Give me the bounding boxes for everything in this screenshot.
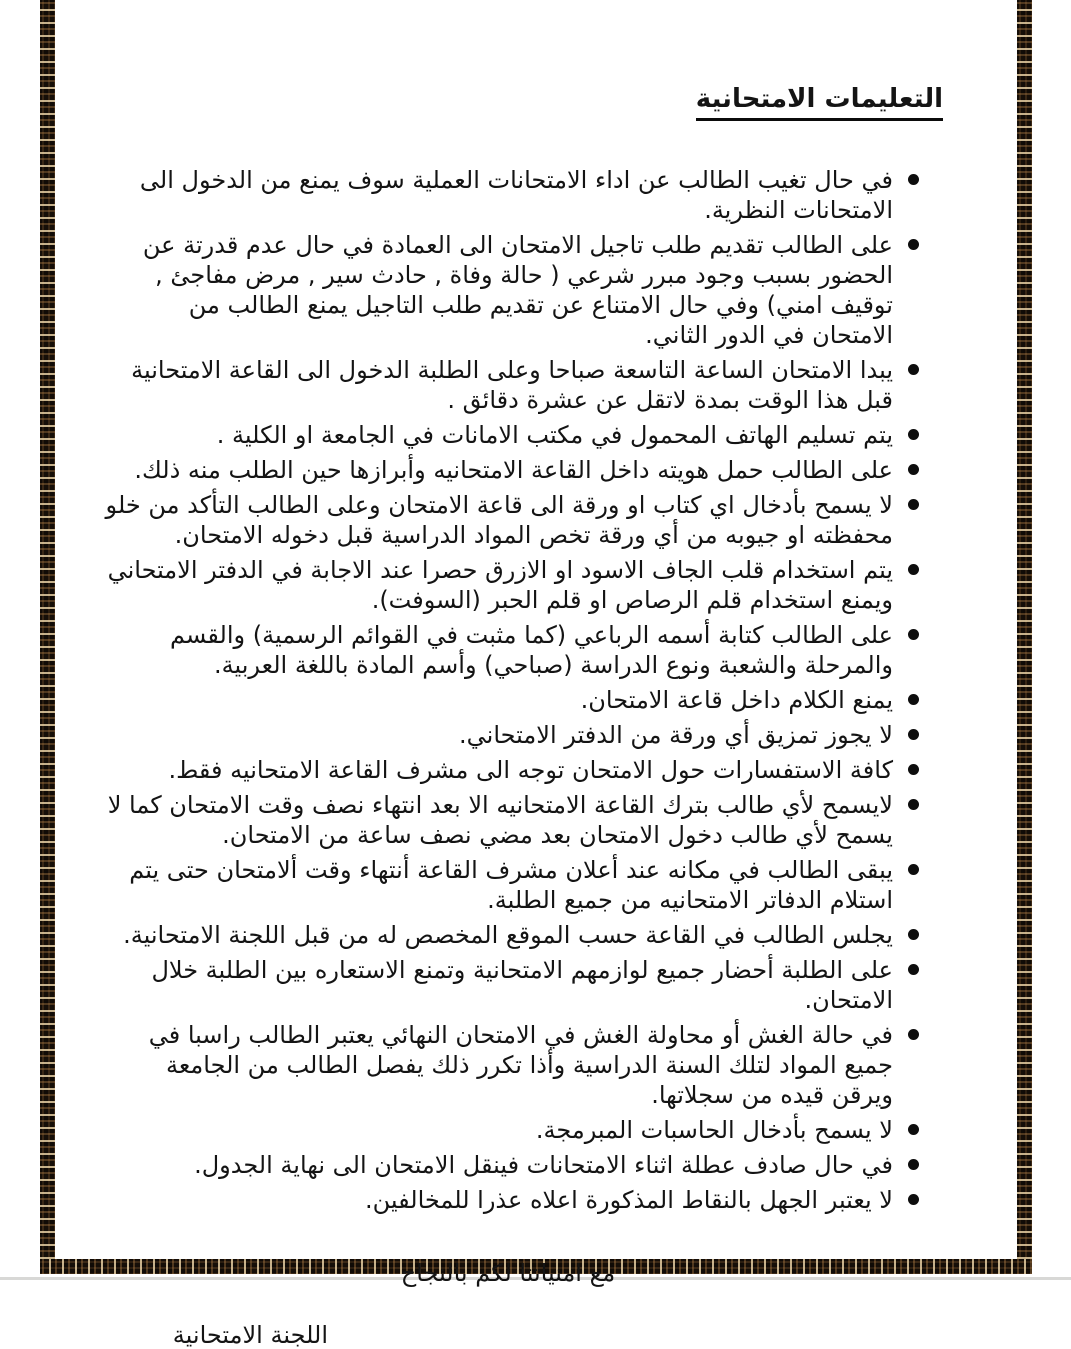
instruction-item: [105, 955, 893, 1015]
instruction-item: [105, 720, 893, 750]
instruction-text: لا يجوز تمزيق أي ورقة من الدفتر الامتحاني.: [459, 721, 893, 749]
bullet-icon: [908, 964, 919, 975]
bullet-icon: [908, 764, 919, 775]
instruction-item: [105, 555, 893, 615]
page-title: التعليمات الامتحانية: [696, 84, 943, 121]
instruction-text: كافة الاستفسارات حول الامتحان توجه الى مشرف القاعة الامتحانيه فقط.: [168, 756, 893, 784]
instruction-text: يبدا الامتحان الساعة التاسعة صباحا وعلى الطلبة الدخول الى القاعة الامتحانية قبل هذا الوقت بمدة لاتقل عن عشرة دقائق .: [131, 356, 893, 414]
bullet-icon: [908, 929, 919, 940]
bullet-icon: [908, 364, 919, 375]
document-content: [55, 0, 1017, 1349]
instruction-text: يتم تسليم الهاتف المحمول في مكتب الامانات في الجامعة او الكلية .: [216, 421, 893, 449]
instruction-text: في حال صادف عطلة اثناء الامتحانات فينقل الامتحان الى نهاية الجدول.: [194, 1151, 893, 1179]
bullet-icon: [908, 629, 919, 640]
instruction-text: لا يعتبر الجهل بالنقاط المذكورة اعلاه عذرا للمخالفين.: [364, 1186, 893, 1214]
instruction-item: [105, 1185, 893, 1215]
bullet-icon: [908, 864, 919, 875]
instruction-item: [105, 1115, 893, 1145]
instruction-item: [105, 1150, 893, 1180]
instruction-item: [105, 165, 893, 225]
committee-signature: اللجنة الامتحانية: [172, 1321, 328, 1349]
instruction-item: [105, 355, 893, 415]
bullet-icon: [908, 1194, 919, 1205]
instruction-text: يتم استخدام قلب الجاف الاسود او الازرق حصرا عند الاجابة في الدفتر الامتحاني ويمنع استخدام قلم الرصاص او قلم الحبر (السوفت).: [107, 556, 893, 614]
title-row: [55, 84, 943, 121]
instruction-text: في حالة الغش أو محاولة الغش في الامتحان النهائي يعتبر الطالب راسبا في جميع المواد لتلك السنة الدراسية وأذا تكرر ذلك يفصل الطالب من الجامعة ويرقن قيده من سجلاتها.: [148, 1021, 893, 1109]
instruction-item: [105, 490, 893, 550]
instruction-text: لا يسمح بأدخال الحاسبات المبرمجة.: [535, 1116, 893, 1144]
bullet-icon: [908, 564, 919, 575]
bullet-icon: [908, 239, 919, 250]
bullet-icon: [908, 429, 919, 440]
instruction-text: لا يسمح بأدخال اي كتاب او ورقة الى قاعة الامتحان وعلى الطالب التأكد من خلو محفظته او جيوبه من أي ورقة تخص المواد الدراسية قبل دخوله الامتحان.: [105, 491, 893, 549]
instructions-list: [105, 165, 893, 1215]
bullet-icon: [908, 799, 919, 810]
bullet-icon: [908, 1124, 919, 1135]
bullet-icon: [908, 464, 919, 475]
instruction-text: في حال تغيب الطالب عن اداء الامتحانات العملية سوف يمنع من الدخول الى الامتحانات النظرية.: [139, 166, 893, 224]
instruction-text: يجلس الطالب في القاعة حسب الموقع المخصص له من قبل اللجنة الامتحانية.: [123, 921, 893, 949]
instruction-item: [105, 855, 893, 915]
instruction-item: [105, 755, 893, 785]
instruction-text: على الطلبة أحضار جميع لوازمهم الامتحانية وتمنع الاستعاره بين الطلبة خلال الامتحان.: [151, 956, 893, 1014]
instruction-item: [105, 1020, 893, 1110]
bullet-icon: [908, 694, 919, 705]
bullet-icon: [908, 499, 919, 510]
ornamental-border-right: [1017, 0, 1032, 1274]
instruction-item: [105, 420, 893, 450]
bullet-icon: [908, 1029, 919, 1040]
instruction-item: [105, 455, 893, 485]
bullet-icon: [908, 729, 919, 740]
instruction-item: [105, 620, 893, 680]
bullet-icon: [908, 1159, 919, 1170]
instruction-text: يمنع الكلام داخل قاعة الامتحان.: [580, 686, 893, 714]
instruction-item: [105, 920, 893, 950]
instruction-text: يبقى الطالب في مكانه عند أعلان مشرف القاعة أنتهاء وقت ألامتحان حتى يتم استلام الدفاتر الامتحانيه من جميع الطلبة.: [129, 856, 893, 914]
instruction-text: على الطالب كتابة أسمه الرباعي (كما مثبت في القوائم الرسمية) والقسم والمرحلة والشعبة ونوع الدراسة (صباحي) وأسم المادة باللغة العربية.: [170, 621, 893, 679]
ornamental-border-left: [40, 0, 55, 1274]
closing-wishes-text: مع امنياتنا لكم بالنجاح: [400, 1259, 616, 1287]
instruction-text: على الطالب تقديم طلب تاجيل الامتحان الى العمادة في حال عدم قدرتة عن الحضور بسبب وجود مبرر شرعي ( حالة وفاة , حادث سير , مرض مفاجئ , توقيف امني) وفي حال الامتناع عن تقديم طلب التاجيل يمنع الطالب من الامتحان في الدور الثاني.: [142, 231, 893, 349]
instruction-item: [105, 685, 893, 715]
bullet-icon: [908, 174, 919, 185]
instruction-item: [105, 790, 893, 850]
instruction-text: على الطالب حمل هويته داخل القاعة الامتحانيه وأبرازها حين الطلب منه ذلك.: [134, 456, 893, 484]
instruction-text: لايسمح لأي طالب بترك القاعة الامتحانيه الا بعد انتهاء نصف وقت الامتحان كما لا يسمح لأي طالب دخول الامتحان بعد مضي نصف ساعة من الامتحان.: [107, 791, 893, 849]
instruction-item: [105, 230, 893, 350]
